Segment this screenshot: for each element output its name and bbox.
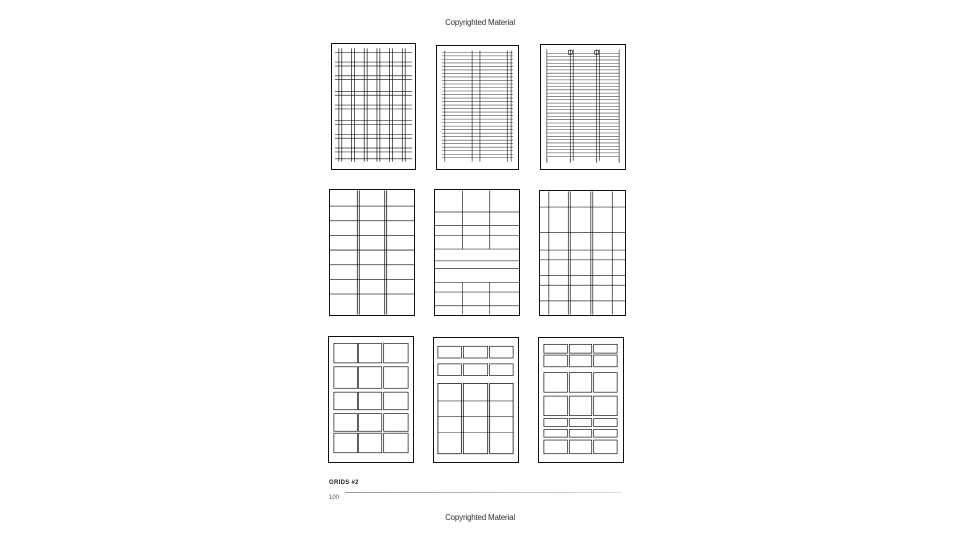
grid-three-by-five-boxes-drawing (329, 337, 413, 462)
grid-horizontal-rules-drawing (437, 46, 518, 169)
grid-thumbnail-6 (539, 190, 626, 316)
grid-module (384, 367, 408, 388)
grid-module (334, 343, 357, 363)
grid-module (569, 429, 591, 437)
grid-module (594, 373, 617, 393)
page-number: 100 (329, 495, 340, 501)
grid-module (334, 433, 357, 453)
grid-module (334, 392, 357, 410)
grid-module (384, 392, 408, 410)
grid-module (544, 440, 567, 454)
grid-module (544, 419, 567, 427)
grid-module (594, 344, 617, 353)
grid-module (358, 414, 381, 432)
grid-horizontal-rules-ticked-drawing (541, 45, 625, 169)
grid-module (569, 396, 591, 416)
grid-module (490, 383, 513, 453)
grid-module (569, 440, 591, 454)
grid-thumbnail-9 (538, 337, 624, 463)
grids-caption: GRIDS #2 (329, 480, 359, 486)
grid-thumbnail-5 (434, 189, 520, 316)
grid-module (334, 367, 357, 388)
grid-module (334, 414, 357, 432)
grid-three-column-bands-drawing (435, 190, 519, 315)
grid-dense-columns-drawing (332, 44, 415, 169)
grid-three-column-modules-drawing (330, 190, 414, 315)
caption-rule (345, 492, 622, 493)
grid-module (384, 343, 408, 363)
grid-module (384, 433, 408, 453)
grid-module (594, 396, 617, 416)
grid-module (569, 419, 591, 427)
grid-module (358, 343, 381, 363)
grid-module (438, 346, 461, 358)
grid-module (490, 346, 513, 358)
grid-four-column-modules-drawing (540, 191, 625, 315)
grid-module (490, 364, 513, 376)
grid-three-by-seven-boxes-drawing (539, 338, 623, 462)
grid-thumbnail-1 (331, 43, 416, 170)
grid-thumbnail-3 (540, 44, 626, 170)
grid-module (569, 373, 591, 393)
grid-module (594, 429, 617, 437)
grid-module (358, 392, 381, 410)
footer-copyright-text: Copyrighted Material (445, 513, 515, 522)
grid-module (569, 355, 591, 367)
grid-module (438, 383, 461, 453)
grid-module (544, 355, 567, 367)
grid-module (358, 433, 381, 453)
grid-module (463, 383, 487, 453)
grid-thumbnail-8 (433, 337, 519, 463)
grid-module (544, 429, 567, 437)
grid-module (569, 344, 591, 353)
grid-module (594, 355, 617, 367)
grid-module (358, 367, 381, 388)
grid-module (384, 414, 408, 432)
grid-module (544, 344, 567, 353)
grid-thumbnail-2 (436, 45, 519, 170)
grid-module (594, 419, 617, 427)
grid-split-boxes-drawing (434, 338, 518, 462)
grid-thumbnail-4 (329, 189, 415, 316)
grid-module (544, 396, 567, 416)
grid-module (544, 373, 567, 393)
grid-thumbnail-7 (328, 336, 414, 463)
grid-module (594, 440, 617, 454)
grid-module (463, 346, 487, 358)
grid-module (438, 364, 461, 376)
header-copyright-text: Copyrighted Material (445, 18, 515, 27)
grid-module (463, 364, 487, 376)
